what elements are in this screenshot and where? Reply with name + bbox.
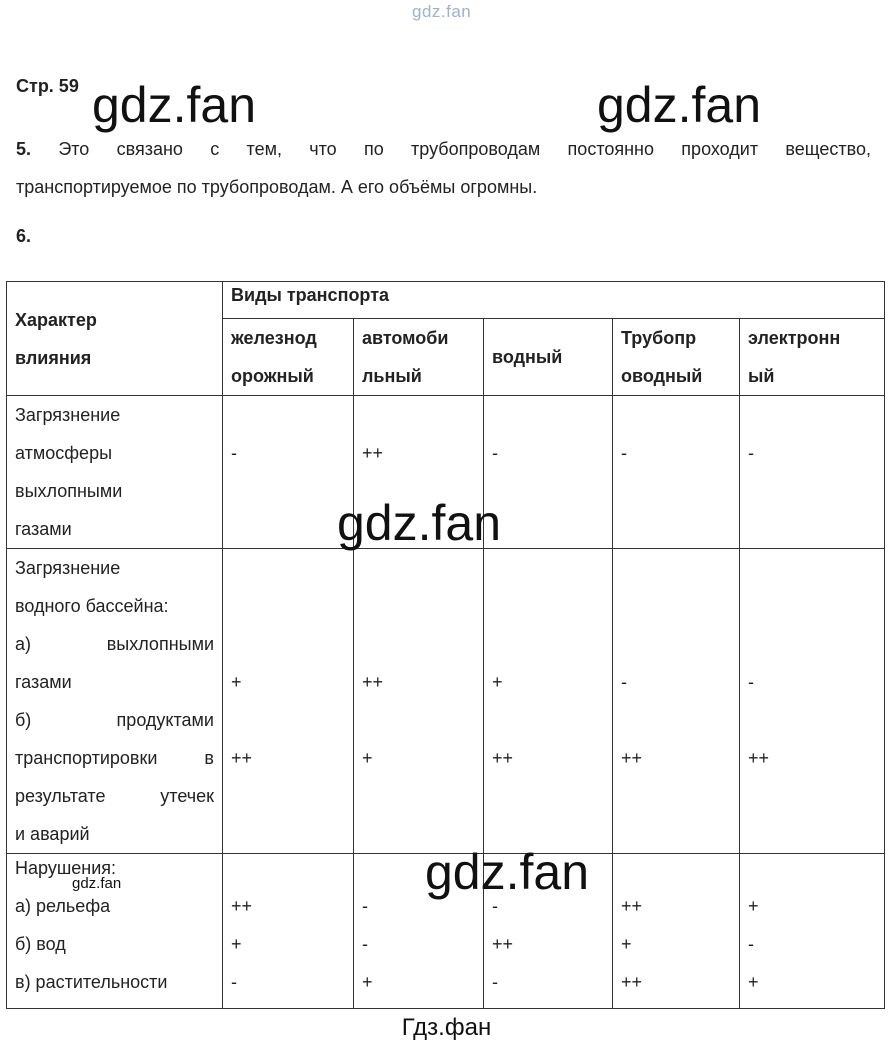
row-1-label-line: газами [15, 519, 72, 539]
answer-5-line-1: Это связано с тем, что по трубопроводам постоянно проходит вещество, [58, 139, 871, 159]
row-3-value: ++ [492, 934, 514, 954]
row-3-value: - [492, 896, 498, 916]
row-1-label [7, 396, 223, 549]
row-3-value: ++ [231, 896, 253, 916]
row-3-value: - [362, 934, 368, 954]
col-header-pipe [613, 319, 740, 396]
row-3-value: - [748, 934, 754, 954]
row-header-cell [7, 282, 223, 396]
row-2a-value: - [621, 672, 627, 692]
row-1-cell [484, 396, 613, 549]
watermark-top: gdz.fan [412, 2, 472, 21]
footer-caption: Гдз.фан [401, 1014, 492, 1041]
answer-5-number: 5. [16, 139, 32, 159]
col-header-auto [354, 319, 484, 396]
row-2-label [7, 549, 223, 854]
row-3-value: - [231, 972, 237, 992]
row-3-value: ++ [621, 896, 643, 916]
answer-6-number: 6. [16, 226, 32, 246]
watermark-small: gdz.fan [72, 875, 122, 892]
row-2b-value: ++ [748, 748, 770, 768]
row-1-label-line: атмосферы [15, 443, 113, 463]
row-1-value: - [492, 443, 498, 463]
row-3-value: + [748, 896, 759, 916]
watermark-big-3: gdz.fan [337, 495, 502, 551]
row-1-cell [223, 396, 354, 549]
col-header-electronic-2: ый [748, 366, 775, 386]
col-header-rail-2: орожный [231, 366, 314, 386]
col-header-water [484, 319, 613, 396]
row-1-value: - [748, 443, 754, 463]
row-3-value: + [362, 972, 373, 992]
row-3-label-line: а) рельефа [15, 896, 111, 916]
col-header-auto-1: автомоби [362, 328, 449, 348]
row-2-label-line: а) выхлопными [15, 634, 214, 654]
row-2-label-line: и аварий [15, 824, 90, 844]
row-2-label-line: водного бассейна: [15, 596, 169, 616]
row-1-cell [613, 396, 740, 549]
col-header-electronic [740, 319, 885, 396]
page-label: Стр. 59 [16, 76, 79, 96]
col-header-rail [223, 319, 354, 396]
group-header: Виды транспорта [223, 282, 885, 319]
row-2-label-line: Загрязнение [15, 558, 121, 578]
row-header-line-1: Характер [15, 309, 97, 330]
row-header-line-2: влияния [15, 347, 92, 368]
watermark-big-4: gdz.fan [425, 844, 590, 900]
row-3-label-line: б) вод [15, 934, 66, 954]
row-3-value: + [621, 934, 632, 954]
row-2a-value: - [748, 672, 754, 692]
watermark-big-2: gdz.fan [597, 77, 762, 133]
answer-5 [16, 130, 871, 206]
row-3-label-line: Нарушения: [15, 858, 117, 878]
row-1-cell [740, 396, 885, 549]
row-3-value: - [492, 972, 498, 992]
row-2-cell [484, 549, 613, 854]
row-3-value: + [231, 934, 242, 954]
row-3-value: - [362, 896, 368, 916]
row-2-label-line: результате утечек [15, 786, 214, 806]
row-2b-value: ++ [621, 748, 643, 768]
row-3-cell [740, 854, 885, 1009]
row-2-cell [613, 549, 740, 854]
row-2-cell [223, 549, 354, 854]
col-header-pipe-1: Трубопр [621, 328, 697, 348]
col-header-rail-1: железнод [231, 328, 317, 348]
row-2-label-line: транспортировки в [15, 748, 214, 768]
row-2-cell [740, 549, 885, 854]
watermark-big-1: gdz.fan [92, 77, 257, 133]
col-header-pipe-2: оводный [621, 366, 703, 386]
row-2a-value: + [492, 672, 503, 692]
row-3-value: + [748, 972, 759, 992]
row-2b-value: + [362, 748, 373, 768]
row-3-value: ++ [621, 972, 643, 992]
col-header-water-1: водный [492, 347, 563, 367]
col-header-electronic-1: электронн [748, 328, 841, 348]
row-2a-value: ++ [362, 672, 384, 692]
row-1-label-line: выхлопными [15, 481, 123, 501]
row-2-label-line: б) продуктами [15, 710, 214, 730]
row-2b-value: ++ [231, 748, 253, 768]
col-header-auto-2: льный [362, 366, 422, 386]
row-1-label-line: Загрязнение [15, 405, 121, 425]
row-1-value: - [231, 443, 237, 463]
row-3-label-line: в) растительности [15, 972, 168, 992]
answer-5-line-2: транспортируемое по трубопроводам. А его объёмы огромны. [16, 177, 538, 197]
row-1-value: - [621, 443, 627, 463]
row-1-value: ++ [362, 443, 384, 463]
row-2b-value: ++ [492, 748, 514, 768]
row-2-cell [354, 549, 484, 854]
row-3-cell [613, 854, 740, 1009]
row-2-label-line: газами [15, 672, 72, 692]
row-2a-value: + [231, 672, 242, 692]
row-3-cell [223, 854, 354, 1009]
